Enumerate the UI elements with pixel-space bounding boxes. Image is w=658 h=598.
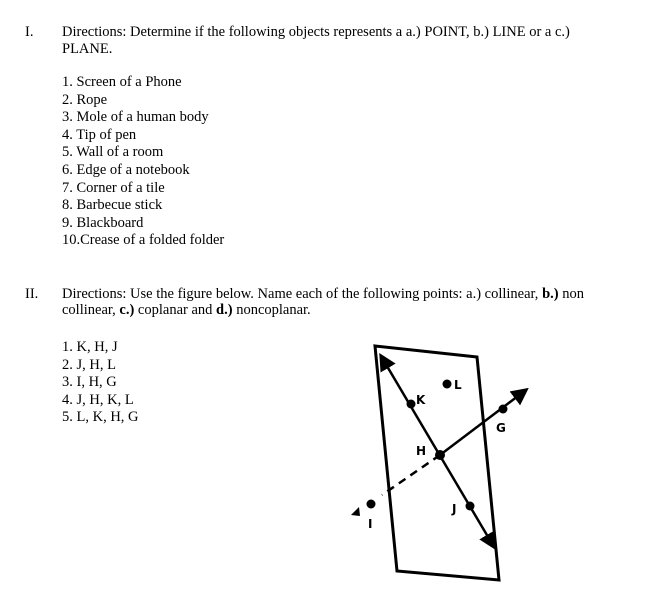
plane: [375, 346, 499, 580]
label-l: L: [454, 378, 462, 392]
section-2-numeral: II.: [25, 286, 39, 302]
point-g: [499, 405, 508, 414]
point-h: [435, 450, 445, 460]
label-j: J: [452, 502, 457, 516]
line-hi-dashed: [382, 455, 440, 495]
section-1-numeral: I.: [25, 24, 34, 40]
label-h: H: [416, 444, 427, 458]
arrow-i: [351, 507, 360, 516]
line-hg: [440, 390, 526, 455]
section-2-directions-cont: collinear, c.) coplanar and d.) noncoplanar.: [62, 302, 311, 318]
point-j: [466, 502, 475, 511]
point-i: [367, 500, 376, 509]
list-item: 3. I, H, G: [62, 374, 117, 390]
label-g: G: [496, 421, 506, 435]
list-item: 2. J, H, L: [62, 356, 116, 373]
list-item: 2. Rope: [62, 91, 108, 108]
section-2-directions: Directions: Use the figure below. Name each of the following points: a.) collinear, b.) non: [62, 286, 584, 302]
list-item: 1. K, H, J: [62, 339, 118, 355]
point-l: [443, 380, 452, 389]
section-1-directions: Directions: Determine if the following objects represents a a.) POINT, b.) LINE or a c.): [62, 24, 570, 40]
list-item: 4. J, H, K, L: [62, 391, 134, 408]
list-item: 9. Blackboard: [62, 214, 144, 231]
list-item: 4. Tip of pen: [62, 126, 137, 143]
list-item: 6. Edge of a notebook: [62, 162, 190, 178]
list-item: 5. L, K, H, G: [62, 409, 139, 425]
section-1-directions-cont: PLANE.: [62, 41, 113, 57]
list-item: 10.Crease of a folded folder: [62, 232, 225, 249]
list-item: 7. Corner of a tile: [62, 179, 165, 196]
point-k: [407, 400, 416, 409]
list-item: 1. Screen of a Phone: [62, 74, 182, 90]
label-i: I: [368, 517, 373, 531]
list-item: 3. Mole of a human body: [62, 109, 209, 126]
list-item: 5. Wall of a room: [62, 144, 164, 161]
list-item: 8. Barbecue stick: [62, 197, 163, 214]
label-k: K: [416, 393, 426, 407]
